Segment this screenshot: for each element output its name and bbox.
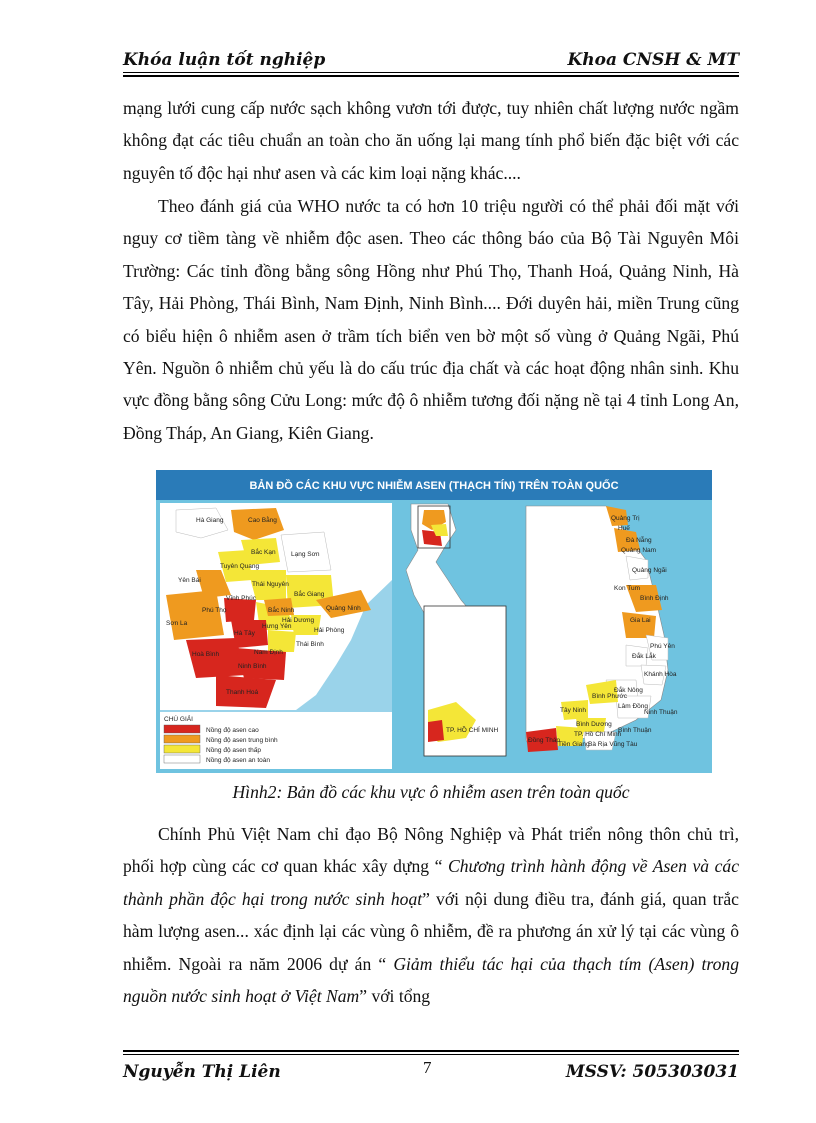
south-label-18: Bình Thuận [618, 727, 652, 734]
paragraph-1: mạng lưới cung cấp nước sạch không vươn tới được, tuy nhiên chất lượng nước ngầm không đạt các tiêu chuẩn an toàn cho ăn uống lại mang tính phổ biến đặc biệt với các nguyên tố độc hại như asen và các kim loại nặng khác.... [123, 98, 739, 183]
south-label-19: Đồng Tháp [528, 737, 561, 744]
north-label-14: Hải Dương [282, 617, 315, 624]
south-label-13: Ninh Thuận [644, 709, 678, 716]
north-label-7: Vĩnh Phúc [226, 595, 256, 602]
page-footer [123, 1050, 739, 1082]
north-label-18: Thái Bình [296, 641, 324, 648]
south-label-1: Huế [618, 525, 630, 532]
north-label-21: Thanh Hoá [226, 689, 259, 696]
north-label-0: Hà Giang [196, 517, 224, 524]
page-number: 7 [423, 1058, 432, 1077]
north-label-5: Yên Bái [178, 577, 201, 584]
footer-rule [123, 1054, 739, 1055]
south-label-15: Tây Ninh [560, 707, 587, 714]
south-label-0: Quảng Trị [611, 515, 640, 522]
north-label-9: Bắc Giang [294, 591, 325, 598]
south-label-10: Khánh Hòa [644, 671, 677, 678]
south-label-20: Tiền Giang [558, 741, 590, 748]
paragraph-3-part-c: ” với nội dung điều tra, đánh giá, quan trắc hàm lượng asen... xác định lại các vùng ô nhiễm, đề ra phương án xử lý tại các vùng ô nhiễm. Ngoài ra năm 2006 dự án “ [123, 888, 739, 974]
north-label-1: Cao Bằng [248, 517, 277, 524]
footer-rule-thick [123, 1050, 739, 1052]
footer-student-id: MSSV: 505303031 [565, 1062, 739, 1082]
legend-title: CHÚ GIẢI [164, 716, 193, 723]
legend-safe: Nồng độ asen an toàn [206, 757, 270, 764]
south-label-21: Bà Rịa Vũng Tàu [588, 741, 638, 748]
south-label-14: Bình Phước [592, 693, 627, 700]
arsenic-map-figure [156, 470, 712, 773]
north-label-17: Hoà Bình [192, 651, 220, 658]
north-label-4: Lạng Sơn [291, 551, 320, 558]
north-label-8: Phú Thọ [202, 607, 227, 614]
paragraph-3-part-e: ” với tổng [359, 986, 431, 1007]
header-rule-thick [123, 75, 739, 77]
header-faculty: Khoa CNSH & MT [567, 50, 739, 70]
south-label-3: Quảng Nam [621, 547, 657, 554]
north-label-19: Nam Định [254, 649, 283, 656]
south-map-panel [522, 503, 708, 769]
legend-high: Nồng độ asen cao [206, 727, 259, 734]
south-label-9: Đắk Lắk [632, 653, 656, 660]
program-title: Chương trình hành động về Asen và các thành phần độc hại trong nước sinh hoạt [123, 856, 740, 909]
map-title: BẢN ĐỒ CÁC KHU VỰC NHIỄM ASEN (THẠCH TÍN) TRÊN TOÀN QUỐC [249, 480, 619, 492]
footer-author: Nguyễn Thị Liên [123, 1062, 281, 1082]
north-label-10: Bắc Ninh [268, 607, 295, 614]
header-rule [123, 72, 739, 73]
south-label-17: TP. Hồ Chí Minh [574, 731, 622, 738]
south-label-2: Đà Nẵng [626, 537, 652, 544]
inset-hcmc-label: TP. HỒ CHÍ MINH [446, 727, 499, 734]
project-title: Giảm thiểu tác hại của thạch tím (Asen) trong nguồn nước sinh hoạt ở Việt Nam [123, 953, 739, 1007]
north-map-panel [160, 503, 392, 769]
paragraph-3-part-a: Chính Phủ Việt Nam chỉ đạo Bộ Nông Nghiệp và Phát triển nông thôn chủ trì, phối hợp cùng các cơ quan khác xây dựng “ [123, 824, 739, 877]
paragraph-3 [123, 818, 739, 1012]
south-label-4: Quảng Ngãi [632, 567, 667, 574]
north-label-16: Hưng Yên [262, 623, 292, 630]
south-label-6: Bình Định [640, 595, 669, 602]
south-label-11: Đắk Nông [614, 687, 643, 694]
page-header [123, 50, 739, 72]
south-label-5: Kon Tum [614, 585, 641, 592]
legend-medium: Nồng độ asen trung bình [206, 737, 278, 744]
north-label-15: Hải Phòng [314, 627, 345, 634]
header-thesis-title: Khóa luận tốt nghiệp [123, 50, 326, 70]
north-label-20: Ninh Bình [238, 663, 267, 670]
paragraph-2: Theo đánh giá của WHO nước ta có hơn 10 triệu người có thể phải đối mặt với nguy cơ tiềm tàng về nhiễm độc asen. Theo các thông báo của Bộ Tài Nguyên Môi Trường: Các tỉnh đồng bằng sông Hồng như Phú Thọ, Thanh Hoá, Quảng Ninh, Hà Tây, Hải Phòng, Thái Bình, Nam Định, Ninh Bình.... Đới duyên hải, miền Trung cũng có biểu hiện ô nhiễm asen ở trầm tích biển ven bờ một số vùng ở Quảng Ngãi, Phú Yên. Nguồn ô nhiễm chủ yếu là do cấu trúc địa chất và các hoạt động nhân sinh. Khu vực đồng bằng sông Cửu Long: mức độ ô nhiễm tương đối nặng nề tại 4 tỉnh Long An, Đồng Tháp, An Giang, Kiên Giang. [123, 196, 739, 443]
north-label-11: Quảng Ninh [326, 605, 361, 612]
south-label-16: Bình Dương [576, 721, 612, 728]
north-label-13: Hà Tây [234, 630, 255, 637]
north-label-2: Bắc Kạn [251, 549, 276, 556]
south-label-7: Gia Lai [630, 617, 651, 624]
map-legend [160, 712, 392, 769]
figure-caption: Hình2: Bản đồ các khu vực ô nhiễm asen trên toàn quốc [232, 782, 630, 802]
legend-low: Nồng độ asen thấp [206, 747, 261, 754]
north-label-12: Sơn La [166, 620, 188, 627]
north-label-6: Thái Nguyên [252, 581, 289, 588]
north-label-3: Tuyên Quang [220, 563, 260, 570]
south-label-12: Lâm Đồng [618, 703, 648, 710]
south-label-8: Phú Yên [650, 643, 675, 650]
